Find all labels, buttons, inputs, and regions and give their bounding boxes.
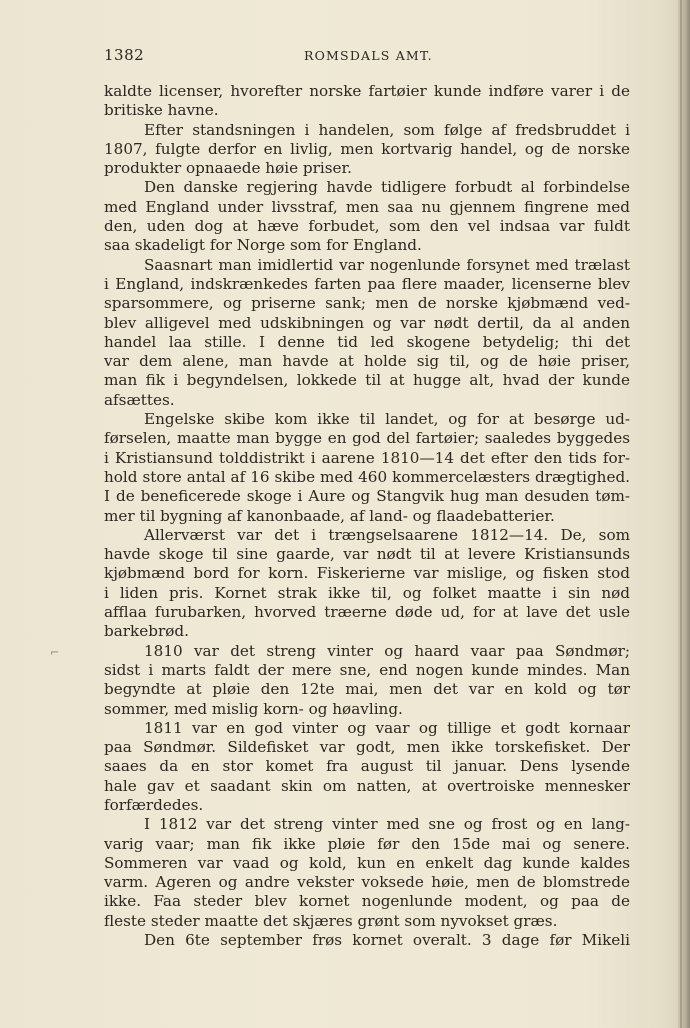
body-text xyxy=(104,82,630,950)
text-line: 1807, fulgte derfor en livlig, men kortvarig handel, og de norske xyxy=(104,139,630,158)
text-line: blev alligevel med udskibningen og var nødt dertil, da al anden xyxy=(104,313,630,332)
text-line: ikke. Faa steder blev kornet nogenlunde modent, og paa de xyxy=(104,892,630,911)
text-line: varig vaar; man fik ikke pløie før den 15de mai og senere. xyxy=(104,834,630,853)
text-line: 1811 var en god vinter og vaar og tillige et godt kornaar xyxy=(144,718,630,737)
text-line: i liden pris. Kornet strak ikke til, og folket maatte i sin nød xyxy=(104,583,630,602)
text-line: Engelske skibe kom ikke til landet, og for at besørge ud- xyxy=(144,410,630,429)
text-line: den, uden dog at hæve forbudet, som den vel indsaa var fuldt xyxy=(104,217,630,236)
page-header xyxy=(104,46,630,70)
text-line: med England under livsstraf, men saa nu gjennem fingrene med xyxy=(104,197,630,216)
text-line: britiske havne. xyxy=(104,101,219,120)
text-line: kaldte licenser, hvorefter norske fartøier kunde indføre varer i de xyxy=(104,82,630,100)
text-line: kjøbmænd bord for korn. Fiskerierne var mislige, og fisken stod xyxy=(104,564,630,583)
text-line: i Kristiansund tolddistrikt i aarene 1810—14 det efter den tids for- xyxy=(104,448,630,467)
text-line: Saasnart man imidlertid var nogenlunde forsynet med trælast xyxy=(144,255,630,274)
text-line: Den 6te september frøs kornet overalt. 3 dage før Mikeli xyxy=(144,931,630,950)
text-line: havde skoge til sine gaarde, var nødt til at levere Kristiansunds xyxy=(104,545,630,564)
text-line: handel laa stille. I denne tid led skogene betydelig; thi det xyxy=(104,332,630,351)
text-line: sparsommere, og priserne sank; men de norske kjøbmænd ved- xyxy=(104,294,630,313)
margin-mark: ⌐ xyxy=(50,646,60,659)
text-line: hold store antal af 16 skibe med 460 kommercelæsters drægtighed. xyxy=(104,467,630,486)
text-line: var dem alene, man havde at holde sig til, og de høie priser, xyxy=(104,352,630,371)
text-line: varm. Ageren og andre vekster voksede høie, men de blomstrede xyxy=(104,873,630,892)
text-line: I 1812 var det streng vinter med sne og frost og en lang- xyxy=(144,815,630,834)
text-line: Efter standsningen i handelen, som følge af fredsbruddet i xyxy=(144,120,630,139)
text-line: saa skadeligt for Norge som for England. xyxy=(104,236,422,255)
page-edge-shadow xyxy=(678,0,690,1028)
text-line: hale gav et saadant skin om natten, at overtroiske mennesker xyxy=(104,776,630,795)
text-line: forfærdedes. xyxy=(104,795,204,814)
text-line: Sommeren var vaad og kold, kun en enkelt dag kunde kaldes xyxy=(104,853,630,872)
text-line: Allerværst var det i trængselsaarene 1812—14. De, som xyxy=(144,525,630,544)
text-line: sidst i marts faldt der mere sne, end nogen kunde mindes. Man xyxy=(104,660,630,679)
text-line: afsættes. xyxy=(104,390,175,409)
text-line: man fik i begyndelsen, lokkede til at hugge alt, hvad der kunde xyxy=(104,371,630,390)
text-line: mer til bygning af kanonbaade, af land- og flaadebatterier. xyxy=(104,506,555,525)
running-title: ROMSDALS AMT. xyxy=(304,48,433,63)
text-line: i England, indskrænkedes farten paa flere maader, licenserne blev xyxy=(104,274,630,293)
text-line: I de beneficerede skoge i Aure og Stangvik hug man desuden tøm- xyxy=(104,487,630,506)
text-line: sommer, med mislig korn- og høavling. xyxy=(104,699,403,718)
text-line: førselen, maatte man bygge en god del fartøier; saaledes byggedes xyxy=(104,429,630,448)
text-line: 1810 var det streng vinter og haard vaar paa Søndmør; xyxy=(144,641,630,660)
text-line: produkter opnaaede høie priser. xyxy=(104,159,352,178)
text-line: saaes da en stor komet fra august til januar. Dens lysende xyxy=(104,757,630,776)
text-line: afflaa furubarken, hvorved træerne døde ud, for at lave det usle xyxy=(104,603,630,622)
page-number: 1382 xyxy=(104,46,145,64)
text-line: paa Søndmør. Sildefisket var godt, men ikke torskefisket. Der xyxy=(104,738,630,757)
text-line: begyndte at pløie den 12te mai, men det var en kold og tør xyxy=(104,680,630,699)
text-line: Den danske regjering havde tidligere forbudt al forbindelse xyxy=(144,178,630,197)
text-line: fleste steder maatte det skjæres grønt som nyvokset græs. xyxy=(104,911,558,930)
text-line: barkebrød. xyxy=(104,622,189,641)
